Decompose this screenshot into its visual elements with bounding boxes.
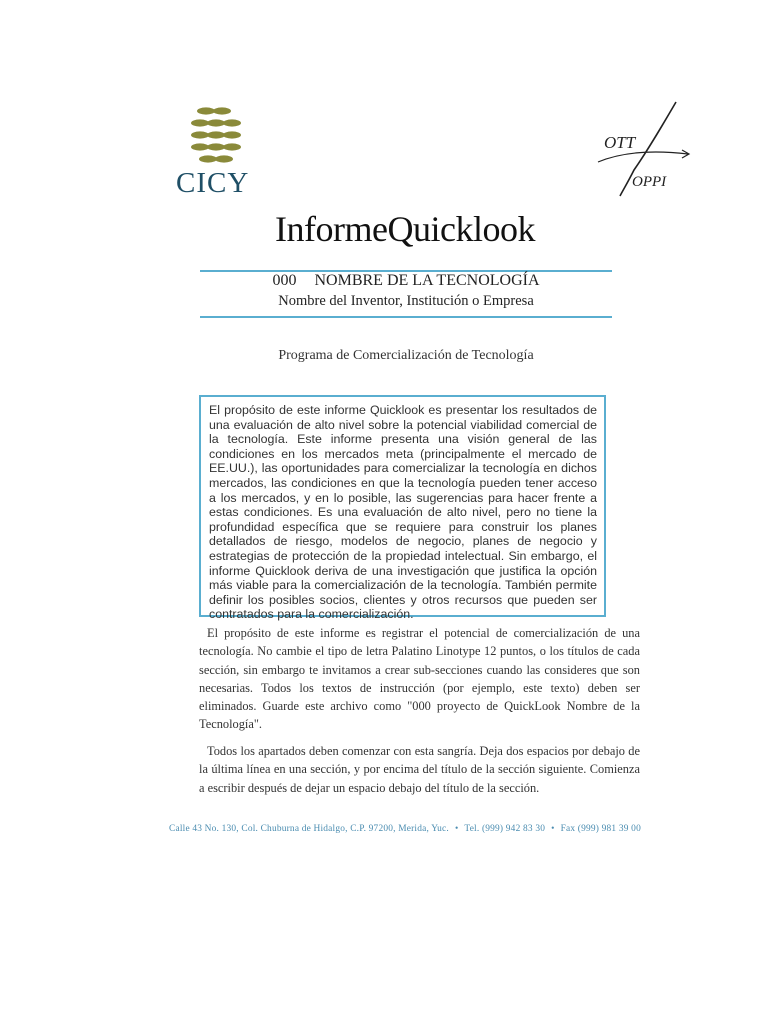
document-title: InformeQuicklook: [275, 209, 535, 249]
footer-fax: Fax (999) 981 39 00: [560, 824, 641, 834]
ott-oppi-logo: [592, 98, 692, 198]
body-paragraph-2: Todos los apartados deben comenzar con esta sangría. Deja dos espacios por debajo de la última línea en una sección, y por encima del título de la sección siguiente. Comienza a escribir después de dejar un espacio debajo del título de la sección.: [199, 744, 640, 795]
footer-contact: [0, 824, 768, 834]
footer-separator: •: [454, 824, 459, 834]
technology-heading: [200, 272, 612, 290]
ott-text: OTT: [604, 133, 636, 152]
footer-separator: •: [551, 824, 555, 834]
leaf-stack-logo-icon: [176, 105, 256, 167]
inventor-line: Nombre del Inventor, Institución o Empresa: [278, 293, 534, 309]
footer-address: Calle 43 No. 130, Col. Chuburna de Hidalgo, C.P. 97200, Merida, Yuc.: [169, 824, 449, 834]
summary-box: El propósito de este informe Quicklook es presentar los resultados de una evaluación de alto nivel sobre la potencial viabilidad comercial de la tecnología. Este informe presenta una visión general de las condiciones en los mercados meta (principalmente el mercado de EE.UU.), las oportunidades para comercializar la tecnología en dichos mercados, las condiciones en que la tecnología pueden tener acceso a los mercados, y en lo posible, las sugerencias para hacer frente a estas condiciones. Es una evaluación de alto nivel, pero no tiene la profundidad específica que se requiere para construir los planes detallados de riesgo, modelos de negocio, planes de negocio y estrategias de protección de la propiedad intelectual. Sin embargo, el informe Quicklook deriva de una investigación que justifica la opción más viable para la comercialización de la tecnología. También permite definir los posibles socios, clientes y otros recursos que pueden ser contratados para la comercialización.: [199, 395, 606, 617]
cicy-logo-text: CICY: [176, 167, 250, 199]
oppi-text: OPPI: [632, 174, 667, 190]
technology-name: NOMBRE DE LA TECNOLOGÍA: [314, 272, 540, 289]
ott-oppi-logo-icon: [592, 98, 692, 198]
body-paragraph-1: El propósito de este informe es registrar el potencial de comercialización de una tecnología. No cambie el tipo de letra Palatino Linotype 12 puntos, o los títulos de cada sección, sin embargo te invitamos a crear sub-secciones cuando las consideres que son necesarias. Todos los textos de instrucción (por ejemplo, este texto) deben ser eliminados. Guarde este archivo como "000 proyecto de QuickLook Nombre de la Tecnología".: [199, 626, 640, 732]
program-subtitle: Programa de Comercialización de Tecnología: [278, 348, 534, 363]
footer-phone: Tel. (999) 942 83 30: [464, 824, 546, 834]
bottom-divider: [200, 316, 612, 318]
technology-code: 000: [272, 272, 297, 289]
cicy-logo: [176, 105, 256, 200]
